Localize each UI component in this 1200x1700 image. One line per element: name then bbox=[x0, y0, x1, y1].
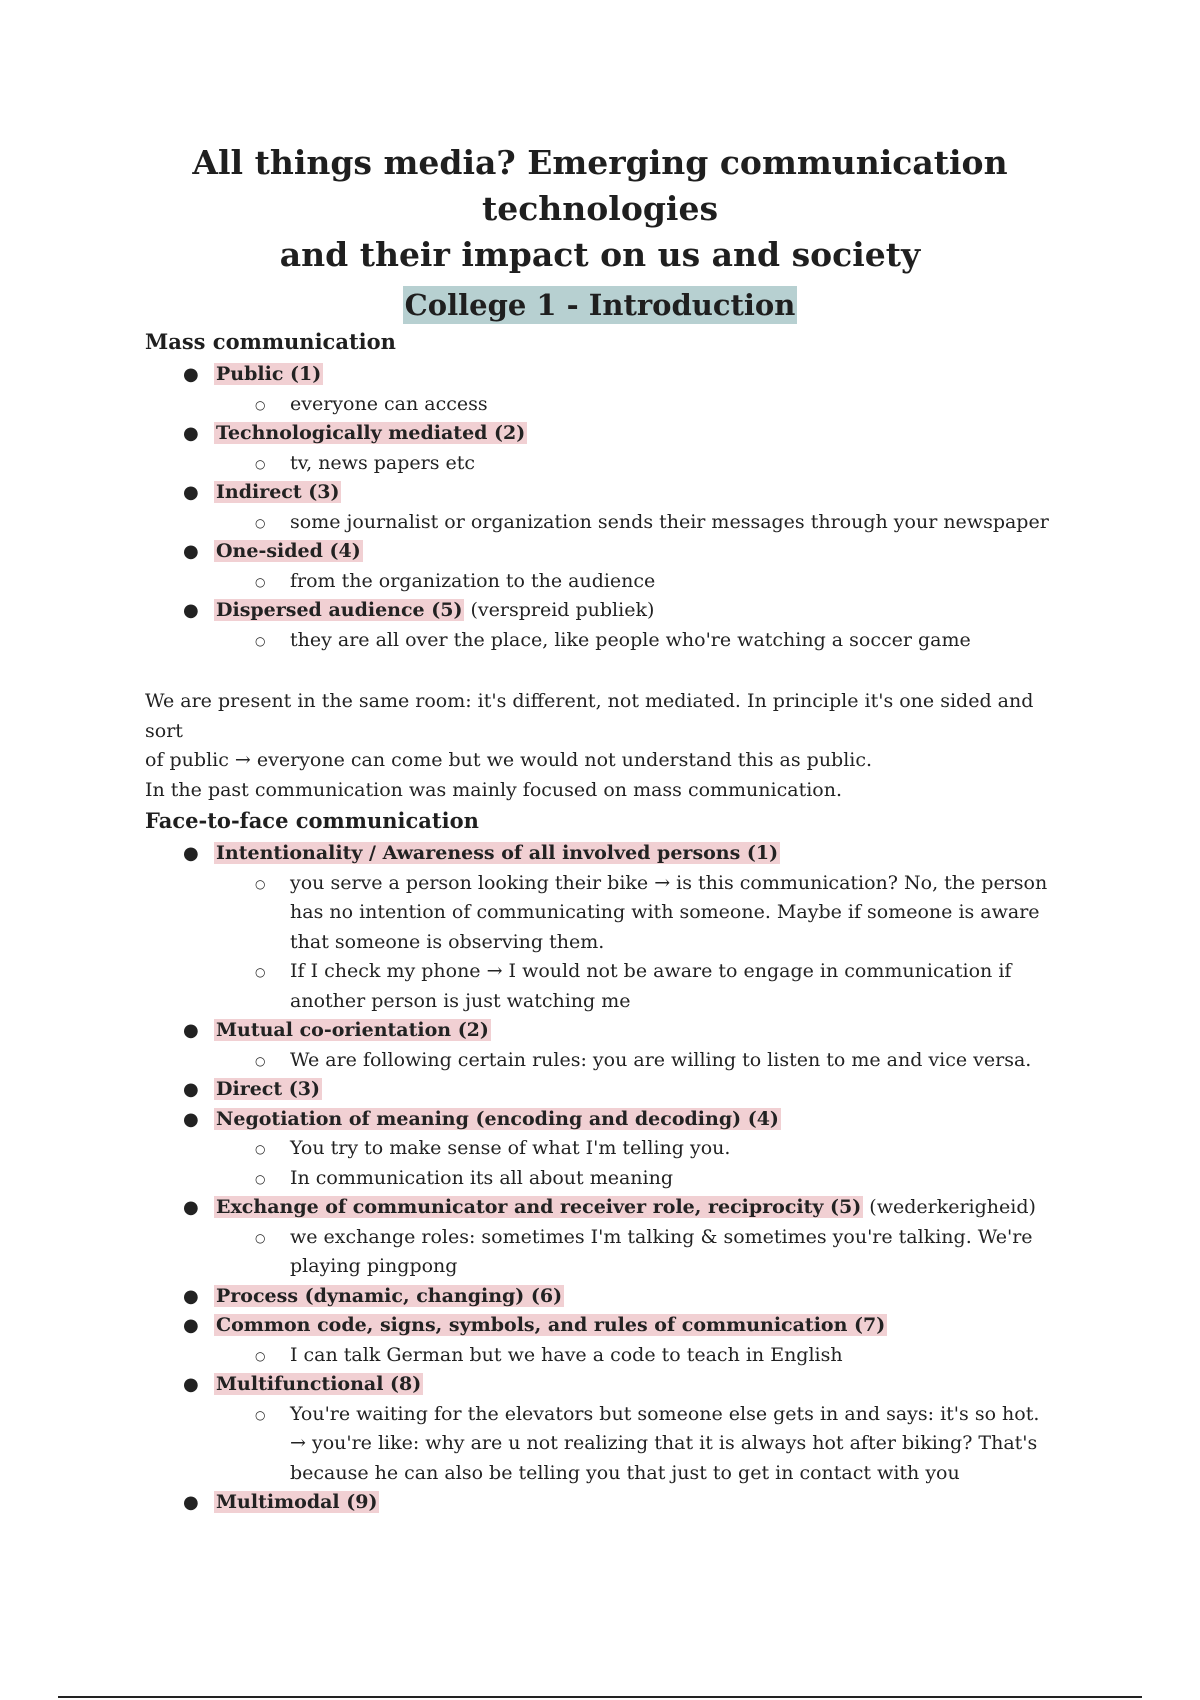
list-item: ● One-sided (4) bbox=[183, 540, 361, 562]
list-item: ● Dispersed audience (5) (verspreid publiek) bbox=[183, 599, 655, 621]
sub-list-item: ○ some journalist or organization sends their messages through your newspaper bbox=[255, 510, 1049, 533]
sub-list-item: ○ we exchange roles: sometimes I'm talking & sometimes you're talking. We're playing pingpong bbox=[255, 1225, 1033, 1277]
list-item: ● Indirect (3) bbox=[183, 481, 340, 503]
list-item: ● Direct (3) bbox=[183, 1078, 320, 1100]
list-item: ● Multimodal (9) bbox=[183, 1491, 378, 1513]
list-item: ● Intentionality / Awareness of all involved persons (1) bbox=[183, 842, 779, 864]
section-heading-face-to-face: Face-to-face communication bbox=[145, 808, 479, 833]
face-to-face-list bbox=[0, 839, 1200, 1518]
list-item: ● Public (1) bbox=[183, 363, 322, 385]
sub-list-item: ○ If I check my phone → I would not be aware to engage in communication if another person is just watching me bbox=[255, 960, 1012, 1012]
sub-list-item: ○ You're waiting for the elevators but someone else gets in and says: it's so hot. → you're like: why are u not realizing that it is always hot after biking? That's because he can also be telling you that just to get in contact with you bbox=[255, 1402, 1040, 1484]
list-item: ● Technologically mediated (2) bbox=[183, 422, 526, 444]
sub-list-item: ○ from the organization to the audience bbox=[255, 569, 656, 592]
lecture-heading: College 1 - Introduction bbox=[404, 288, 796, 322]
mass-communication-list bbox=[0, 360, 1200, 655]
list-item: ● Multifunctional (8) bbox=[183, 1373, 422, 1395]
sub-list-item: ○ they are all over the place, like people who're watching a soccer game bbox=[255, 628, 971, 651]
document-title: All things media? Emerging communication technologies and their impact on us and society bbox=[192, 143, 1008, 274]
page-bottom-rule bbox=[58, 1696, 1142, 1698]
sub-list-item: ○ everyone can access bbox=[255, 392, 488, 415]
sub-list-item: ○ In communication its all about meaning bbox=[255, 1166, 674, 1189]
sub-list-item: ○ tv, news papers etc bbox=[255, 451, 476, 474]
body-paragraph: We are present in the same room: it's different, not mediated. In principle it's one sided and sort of public → everyone can come but we would not understand this as public. In the past communication was mainly focused on mass communication. bbox=[145, 690, 1034, 801]
list-item: ● Process (dynamic, changing) (6) bbox=[183, 1284, 563, 1307]
list-item: ● Common code, signs, symbols, and rules of communication (7) bbox=[183, 1314, 886, 1336]
sub-list-item: ○ You try to make sense of what I'm telling you. bbox=[255, 1137, 731, 1159]
lecture-heading-wrap bbox=[0, 286, 1200, 324]
sub-list-item: ○ you serve a person looking their bike → is this communication? No, the person has no intention of communicating with someone. Maybe if someone is aware that someone is observing them. bbox=[255, 871, 1048, 953]
list-item: ● Exchange of communicator and receiver role, reciprocity (5) (wederkerigheid) bbox=[183, 1196, 1036, 1218]
section-heading-mass: Mass communication bbox=[145, 329, 396, 354]
sub-list-item: ○ We are following certain rules: you are willing to listen to me and vice versa. bbox=[255, 1048, 1032, 1071]
list-item: ● Mutual co-orientation (2) bbox=[183, 1019, 489, 1041]
sub-list-item: ○ I can talk German but we have a code to teach in English bbox=[255, 1343, 843, 1366]
list-item: ● Negotiation of meaning (encoding and decoding) (4) bbox=[183, 1107, 779, 1130]
